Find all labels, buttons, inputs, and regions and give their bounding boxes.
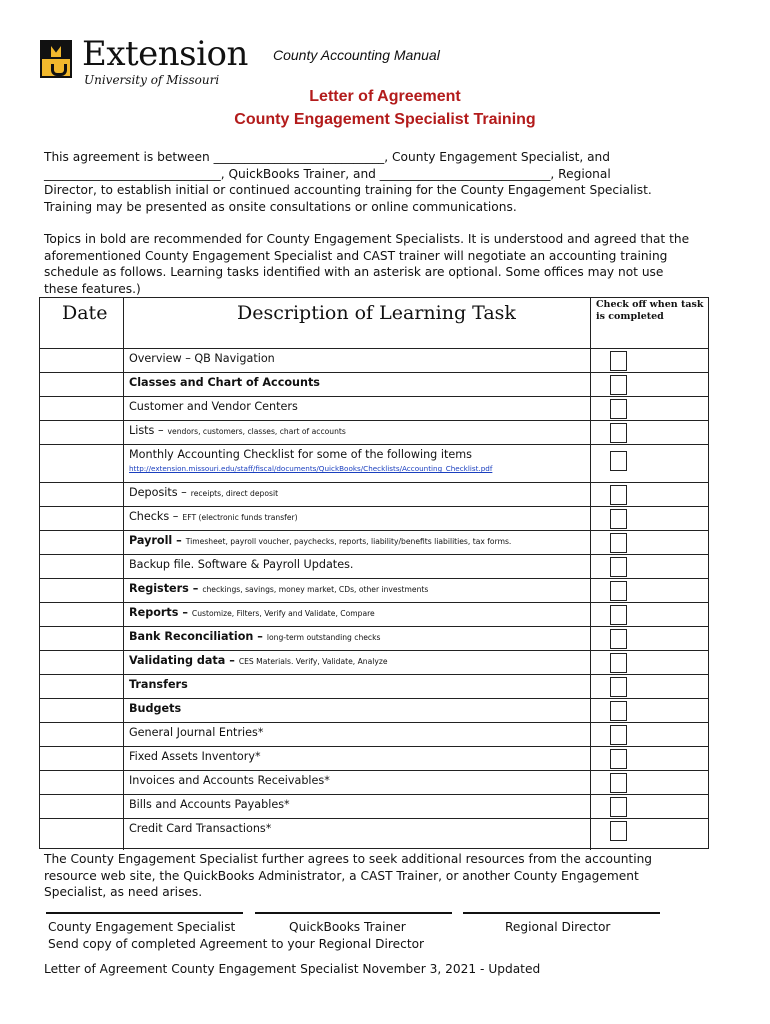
table-row	[40, 722, 708, 747]
brand-subtitle: University of Missouri	[84, 73, 220, 87]
task-description	[129, 558, 353, 571]
task-note: vendors, customers, classes, chart of accounts	[167, 427, 346, 436]
task-checkbox[interactable]	[610, 533, 627, 553]
table-row	[40, 444, 708, 483]
intro-paragraph-2	[44, 231, 734, 297]
table-row	[40, 554, 708, 579]
logo-m-mark	[42, 42, 70, 59]
brand-name: Extension	[82, 34, 248, 74]
task-checkbox[interactable]	[610, 351, 627, 371]
task-description	[129, 774, 330, 787]
task-label: Reports –	[129, 606, 188, 619]
table-row	[40, 674, 708, 699]
task-checkbox[interactable]	[610, 581, 627, 601]
task-description	[129, 702, 181, 715]
task-label: Customer and Vendor Centers	[129, 400, 298, 413]
date-column-header: Date	[62, 302, 108, 324]
task-label: Budgets	[129, 702, 182, 715]
table-row	[40, 698, 708, 723]
task-label: Monthly Accounting Checklist for some of the following items	[129, 448, 472, 461]
table-row	[40, 770, 708, 795]
checkoff-column-header: Check off when task is completed	[596, 299, 704, 322]
task-checkbox[interactable]	[610, 399, 627, 419]
task-checkbox[interactable]	[610, 749, 627, 769]
task-label: Backup file. Software & Payroll Updates.	[129, 558, 354, 571]
task-description	[129, 678, 188, 691]
task-label: Bills and Accounts Payables*	[129, 798, 290, 811]
document-footer: Letter of Agreement County Engagement Specialist November 3, 2021 - Updated	[44, 962, 541, 976]
table-row	[40, 372, 708, 397]
task-description	[129, 534, 511, 547]
task-description	[129, 510, 298, 523]
intro-line: schedule as follows. Learning tasks identified with an asterisk are optional. Some offices may not use	[44, 265, 664, 279]
checklist-link[interactable]: http://extension.missouri.edu/staff/fiscal/documents/QuickBooks/Checklists/Accounting_Checklist.pdf	[129, 464, 493, 473]
task-label: Credit Card Transactions*	[129, 822, 272, 835]
send-copy-note: Send copy of completed Agreement to your Regional Director	[48, 937, 425, 951]
task-note: long-term outstanding checks	[266, 633, 381, 642]
task-description	[129, 486, 278, 499]
title-line-2: County Engagement Specialist Training	[234, 111, 536, 128]
task-checkbox[interactable]	[610, 773, 627, 793]
task-description	[129, 376, 320, 389]
table-row	[40, 602, 708, 627]
task-checkbox[interactable]	[610, 451, 627, 471]
closing-line: The County Engagement Specialist further agrees to seek additional resources from the accounting	[44, 852, 653, 866]
task-label: Invoices and Accounts Receivables*	[129, 774, 330, 787]
task-description	[129, 726, 263, 739]
intro-line: Training may be presented as onsite consultations or online communications.	[44, 199, 517, 214]
task-description	[129, 448, 472, 461]
intro-line: Director, to establish initial or continued accounting training for the County Engagement Specialist.	[44, 183, 652, 197]
table-row	[40, 506, 708, 531]
task-checkbox[interactable]	[610, 677, 627, 697]
task-note: CES Materials. Verify, Validate, Analyze	[238, 657, 388, 666]
task-checkbox[interactable]	[610, 605, 627, 625]
table-row	[40, 420, 708, 445]
table-row	[40, 482, 708, 507]
task-description	[129, 654, 388, 667]
learning-task-table	[39, 297, 709, 849]
task-checkbox[interactable]	[610, 797, 627, 817]
task-description	[129, 630, 380, 643]
intro-line: _____________________________, QuickBooks Trainer, and ____________________________, Regional	[44, 166, 611, 181]
task-checkbox[interactable]	[610, 701, 627, 721]
title-line-1: Letter of Agreement	[309, 88, 461, 105]
task-note: Timesheet, payroll voucher, paychecks, reports, liability/benefits liabilities, tax forms.	[185, 537, 512, 546]
task-label: Fixed Assets Inventory*	[129, 750, 261, 763]
table-row	[40, 530, 708, 555]
logo-u-mark	[51, 64, 67, 76]
task-label: Checks –	[129, 510, 179, 523]
task-label: Registers –	[129, 582, 199, 595]
task-checkbox[interactable]	[610, 375, 627, 395]
task-description	[129, 798, 290, 811]
task-checkbox[interactable]	[610, 725, 627, 745]
table-row	[40, 794, 708, 819]
intro-line: aforementioned County Engagement Specialist and CAST trainer will negotiate an accounting training	[44, 248, 668, 263]
rd-signature-label: Regional Director	[505, 920, 611, 934]
task-label: Overview – QB Navigation	[129, 352, 275, 365]
task-checkbox[interactable]	[610, 423, 627, 443]
task-checkbox[interactable]	[610, 557, 627, 577]
table-row	[40, 348, 708, 373]
manual-title: County Accounting Manual	[273, 47, 440, 63]
task-description	[129, 424, 346, 437]
table-row	[40, 396, 708, 421]
intro-line: This agreement is between ____________________________, County Engagement Specialist, and	[44, 150, 611, 164]
closing-line: resource web site, the QuickBooks Administrator, a CAST Trainer, or another County Engagement	[44, 868, 639, 883]
task-label: Lists –	[129, 424, 164, 437]
table-row	[40, 818, 708, 843]
task-label: Bank Reconciliation –	[129, 630, 263, 643]
intro-line: these features.)	[44, 281, 141, 296]
task-note: Customize, Filters, Verify and Validate, Compare	[191, 609, 375, 618]
task-note: checkings, savings, money market, CDs, other investments	[202, 585, 429, 594]
task-label: Payroll –	[129, 534, 182, 547]
qb-signature-label: QuickBooks Trainer	[289, 920, 406, 934]
task-checkbox[interactable]	[610, 485, 627, 505]
task-description	[129, 582, 428, 595]
task-label: Validating data –	[129, 654, 235, 667]
table-header-row	[40, 298, 708, 349]
closing-line: Specialist, as need arises.	[44, 885, 203, 899]
closing-paragraph	[44, 851, 734, 901]
task-checkbox[interactable]	[610, 629, 627, 649]
task-label: General Journal Entries*	[129, 726, 264, 739]
task-description	[129, 352, 275, 365]
task-description	[129, 822, 271, 835]
ces-signature-line[interactable]	[46, 912, 243, 914]
intro-paragraph-1	[44, 149, 734, 215]
table-row	[40, 650, 708, 675]
task-note: receipts, direct deposit	[190, 489, 279, 498]
task-note: EFT (electronic funds transfer)	[182, 513, 298, 522]
task-label: Transfers	[129, 678, 188, 691]
task-checkbox[interactable]	[610, 821, 627, 841]
task-checkbox[interactable]	[610, 509, 627, 529]
description-column-header: Description of Learning Task	[237, 302, 516, 324]
table-row	[40, 626, 708, 651]
rd-signature-line[interactable]	[463, 912, 660, 914]
intro-line: Topics in bold are recommended for County Engagement Specialists. It is understood and agreed that the	[44, 232, 690, 246]
ces-signature-label: County Engagement Specialist	[48, 920, 236, 934]
task-description	[129, 750, 261, 763]
mizzou-logo	[40, 40, 72, 78]
table-row	[40, 746, 708, 771]
task-checkbox[interactable]	[610, 653, 627, 673]
task-label: Classes and Chart of Accounts	[129, 376, 320, 389]
task-description	[129, 400, 298, 413]
table-row	[40, 578, 708, 603]
task-label: Deposits –	[129, 486, 187, 499]
qb-signature-line[interactable]	[255, 912, 452, 914]
task-description	[129, 606, 375, 619]
